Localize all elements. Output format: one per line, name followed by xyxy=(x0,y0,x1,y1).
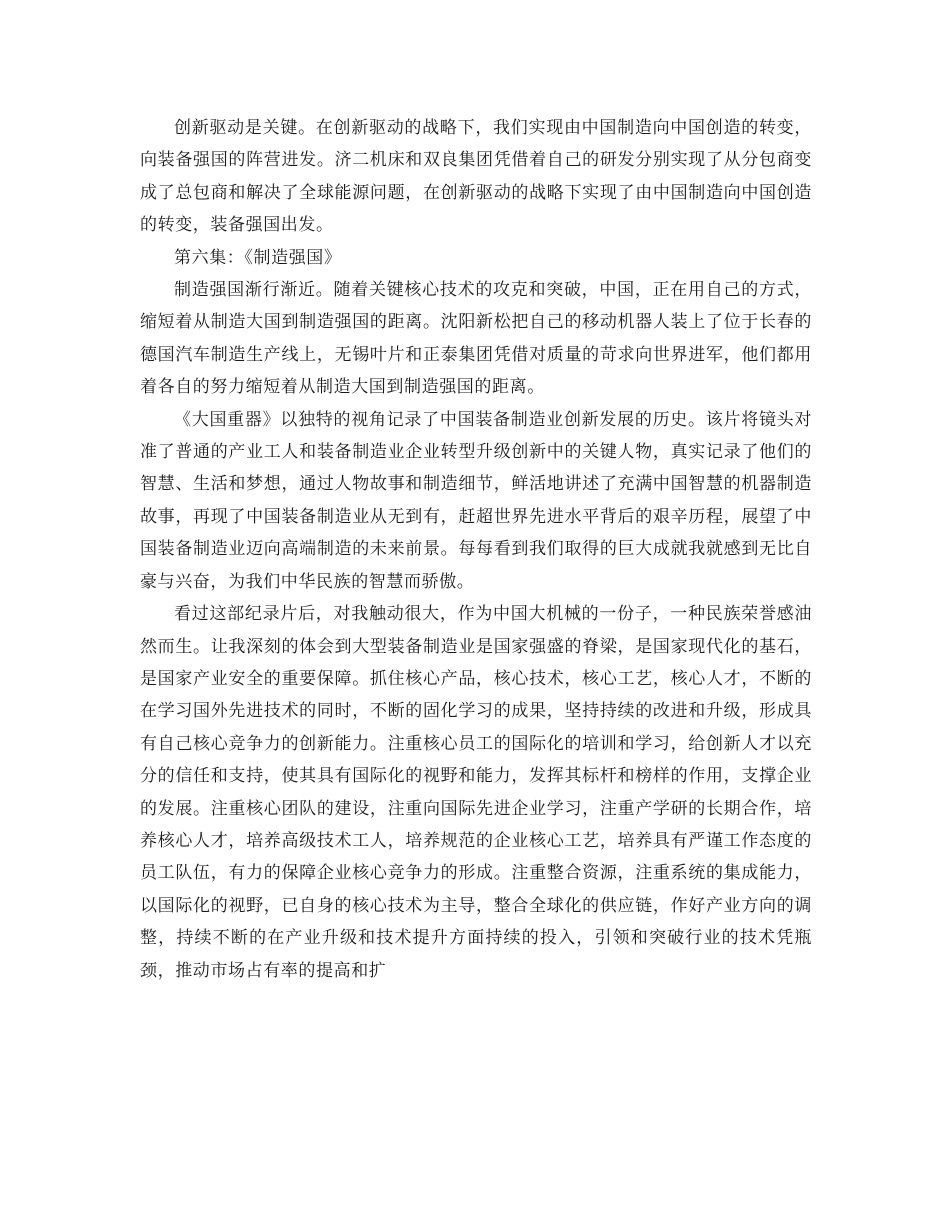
paragraph-documentary-summary: 《大国重器》以独特的视角记录了中国装备制造业创新发展的历史。该片将镜头对准了普通的产业工人和装备制造业企业转型升级创新中的关键人物，真实记录了他们的智慧、生活和梦想，通过人物故事和制造细节，鲜活地讲述了充满中国智慧的机器制造故事，再现了中国装备制造业从无到有，赶超世界先进水平背后的艰辛历程，展望了中国装备制造业迈向高端制造的未来前景。每每看到我们取得的巨大成就我就感到无比自豪与兴奋，为我们中华民族的智慧而骄傲。 xyxy=(140,409,812,592)
paragraph-reflection: 看过这部纪录片后，对我触动很大，作为中国大机械的一份子，一种民族荣誉感油然而生。让我深刻的体会到大型装备制造业是国家强盛的脊梁，是国家现代化的基石，是国家产业安全的重要保障。抓住核心产品，核心技术，核心工艺，核心人才，不断的在学习国外先进技术的同时，不断的固化学习的成果，坚持持续的改进和升级，形成具有自己核心竞争力的创新能力。注重核心员工的国际化的培训和学习，给创新人才以充分的信任和支持，使其具有国际化的视野和能力，发挥其标杆和榜样的作用，支撑企业的发展。注重核心团队的建设，注重向国际先进企业学习，注重产学研的长期合作，培养核心人才，培养高级技术工人，培养规范的企业核心工艺，培养具有严谨工作态度的员工队伍，有力的保障企业核心竞争力的形成。注重整合资源，注重系统的集成能力，以国际化的视野，已自身的核心技术为主导，整合全球化的供应链，作好产业方向的调整，持续不断的在产业升级和技术提升方面持续的投入，引领和突破行业的技术凭瓶颈，推动市场占有率的提高和扩 xyxy=(140,604,812,981)
episode-six-heading: 第六集：《制造强国》 xyxy=(174,247,342,268)
paragraph-innovation-driven: 创新驱动是关键。在创新驱动的战略下，我们实现由中国制造向中国创造的转变，向装备强国的阵营进发。济二机床和双良集团凭借着自己的研发分别实现了从分包商变成了总包商和解决了全球能源问题，在创新驱动的战略下实现了由中国制造向中国创造的转变，装备强国出发。 xyxy=(140,118,812,236)
document-body xyxy=(140,112,812,987)
paragraph-manufacturing-power: 制造强国渐行渐近。随着关键核心技术的攻克和突破，中国，正在用自己的方式，缩短着从制造大国到制造强国的距离。沈阳新松把自己的移动机器人装上了位于长春的德国汽车制造生产线上，无锡叶片和正泰集团凭借对质量的苛求向世界进军，他们都用着各自的努力缩短着从制造大国到制造强国的距离。 xyxy=(140,280,812,398)
